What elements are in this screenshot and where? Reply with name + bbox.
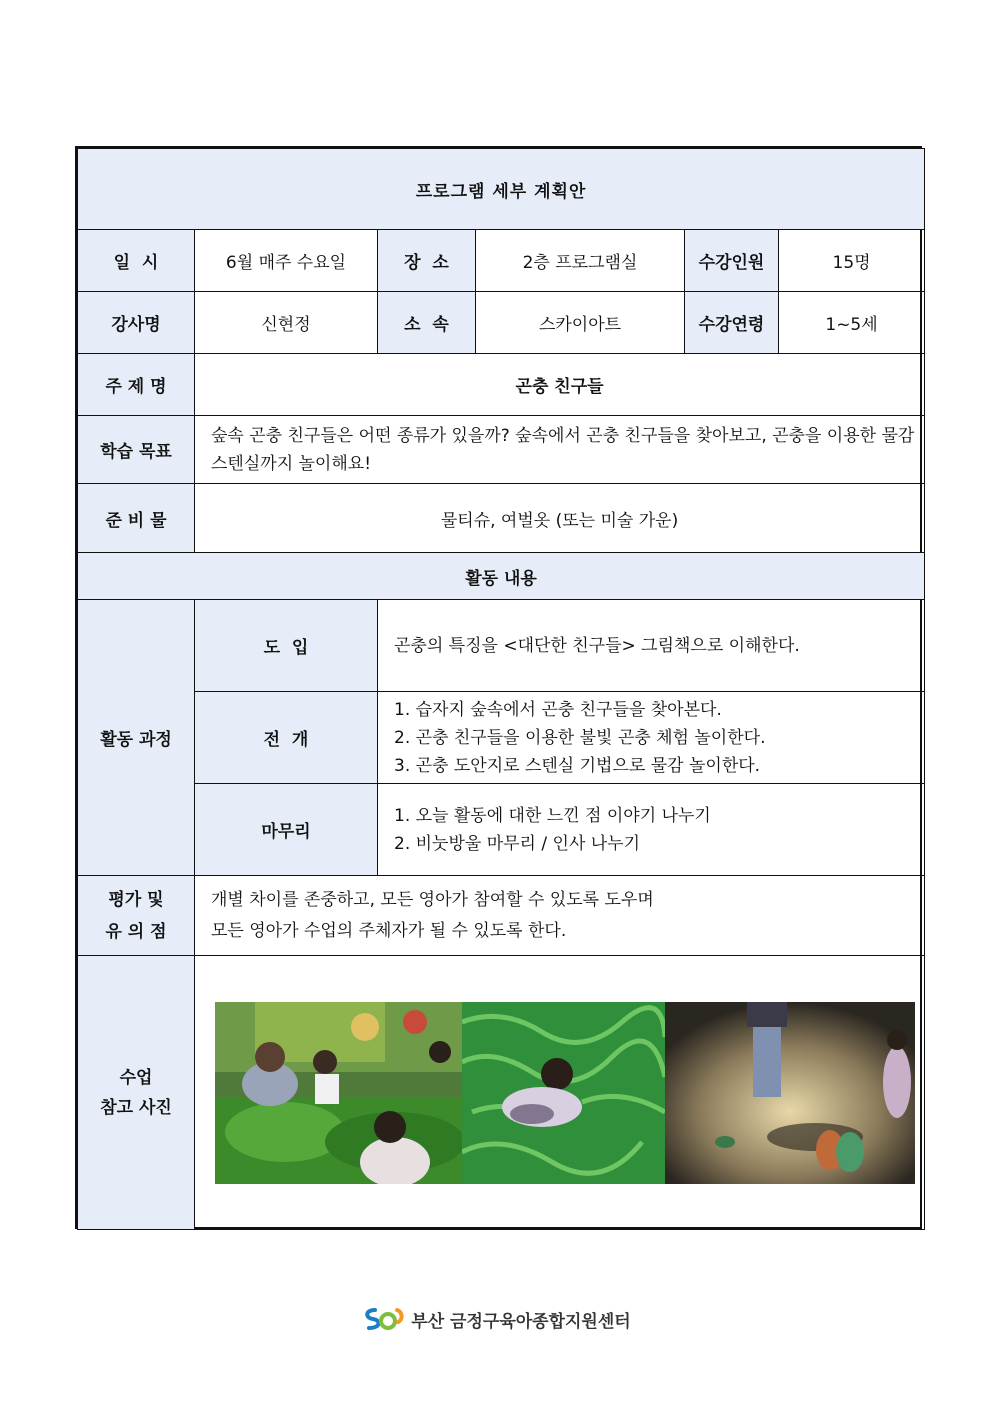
closing-line: 1. 오늘 활동에 대한 느낀 점 이야기 나누기 [394,805,711,826]
capacity-label: 수강인원 [685,230,779,292]
develop-label: 전 개 [195,692,378,784]
date-label: 일 시 [78,230,195,292]
org-value: 스카이아트 [476,292,685,354]
photos-cell [195,956,925,1230]
materials-value: 물티슈, 여벌옷 (또는 미술 가운) [195,484,925,553]
footer-org-name: 부산 금정구육아종합지원센터 [411,1311,631,1332]
date-value: 6월 매주 수요일 [195,230,378,292]
develop-line: 2. 곤충 친구들을 이용한 불빛 곤충 체험 놀이한다. [394,727,766,748]
materials-label: 준 비 물 [78,484,195,553]
age-value: 1~5세 [779,292,925,354]
photos-label [78,956,195,1230]
class-photo-3-image [665,1002,915,1184]
intro-text: 곤충의 특징을 <대단한 친구들> 그림책으로 이해한다. [378,600,925,692]
page-title: 프로그램 세부 계획안 [78,149,925,230]
class-photo-2-image [462,1002,665,1184]
photo-strip [215,1002,915,1184]
class-photo-1-image [215,1002,462,1184]
photos-label-line: 참고 사진 [100,1097,172,1118]
closing-line: 2. 비눗방울 마무리 / 인사 나누기 [394,833,641,854]
intro-label [195,600,378,692]
capacity-value: 15명 [779,230,925,292]
evaluation-label-line: 유 의 점 [105,921,167,942]
develop-line: 3. 곤충 도안지로 스텐실 기법으로 물감 놀이한다. [394,755,761,776]
evaluation-label [78,876,195,956]
place-value: 2층 프로그램실 [476,230,685,292]
place-label: 장 소 [378,230,476,292]
photos-label-line: 수업 [119,1067,153,1088]
intro-label-text: 도 입 [263,638,309,658]
goal-label: 학습 목표 [78,416,195,484]
footer [0,1306,992,1332]
age-label: 수강연령 [685,292,779,354]
topic-label: 주 제 명 [78,354,195,416]
evaluation-text [195,876,925,956]
activity-header: 활동 내용 [78,553,925,600]
evaluation-line: 개별 차이를 존중하고, 모든 영아가 참여할 수 있도록 도우며 [211,889,654,910]
develop-text [378,692,925,784]
closing-text [378,784,925,876]
class-photo-1 [215,1002,462,1184]
develop-line: 1. 습자지 숲속에서 곤충 친구들을 찾아본다. [394,699,722,720]
goal-value: 숲속 곤충 친구들은 어떤 종류가 있을까? 숲속에서 곤충 친구들을 찾아보고, 곤충을 이용한 물감 스텐실까지 놀이해요! [195,416,925,484]
teacher-value: 신현정 [195,292,378,354]
center-logo-icon [361,1306,405,1332]
closing-label: 마무리 [195,784,378,876]
topic-value: 곤충 친구들 [195,354,925,416]
teacher-label: 강사명 [78,292,195,354]
evaluation-label-line: 평가 및 [108,889,164,910]
org-label: 소 속 [378,292,476,354]
class-photo-2 [462,1002,665,1184]
evaluation-line: 모든 영아가 수업의 주체자가 될 수 있도록 한다. [211,920,567,941]
class-photo-3 [665,1002,915,1184]
process-label: 활동 과정 [78,600,195,876]
plan-table [77,148,925,1230]
plan-sheet [75,146,922,1229]
